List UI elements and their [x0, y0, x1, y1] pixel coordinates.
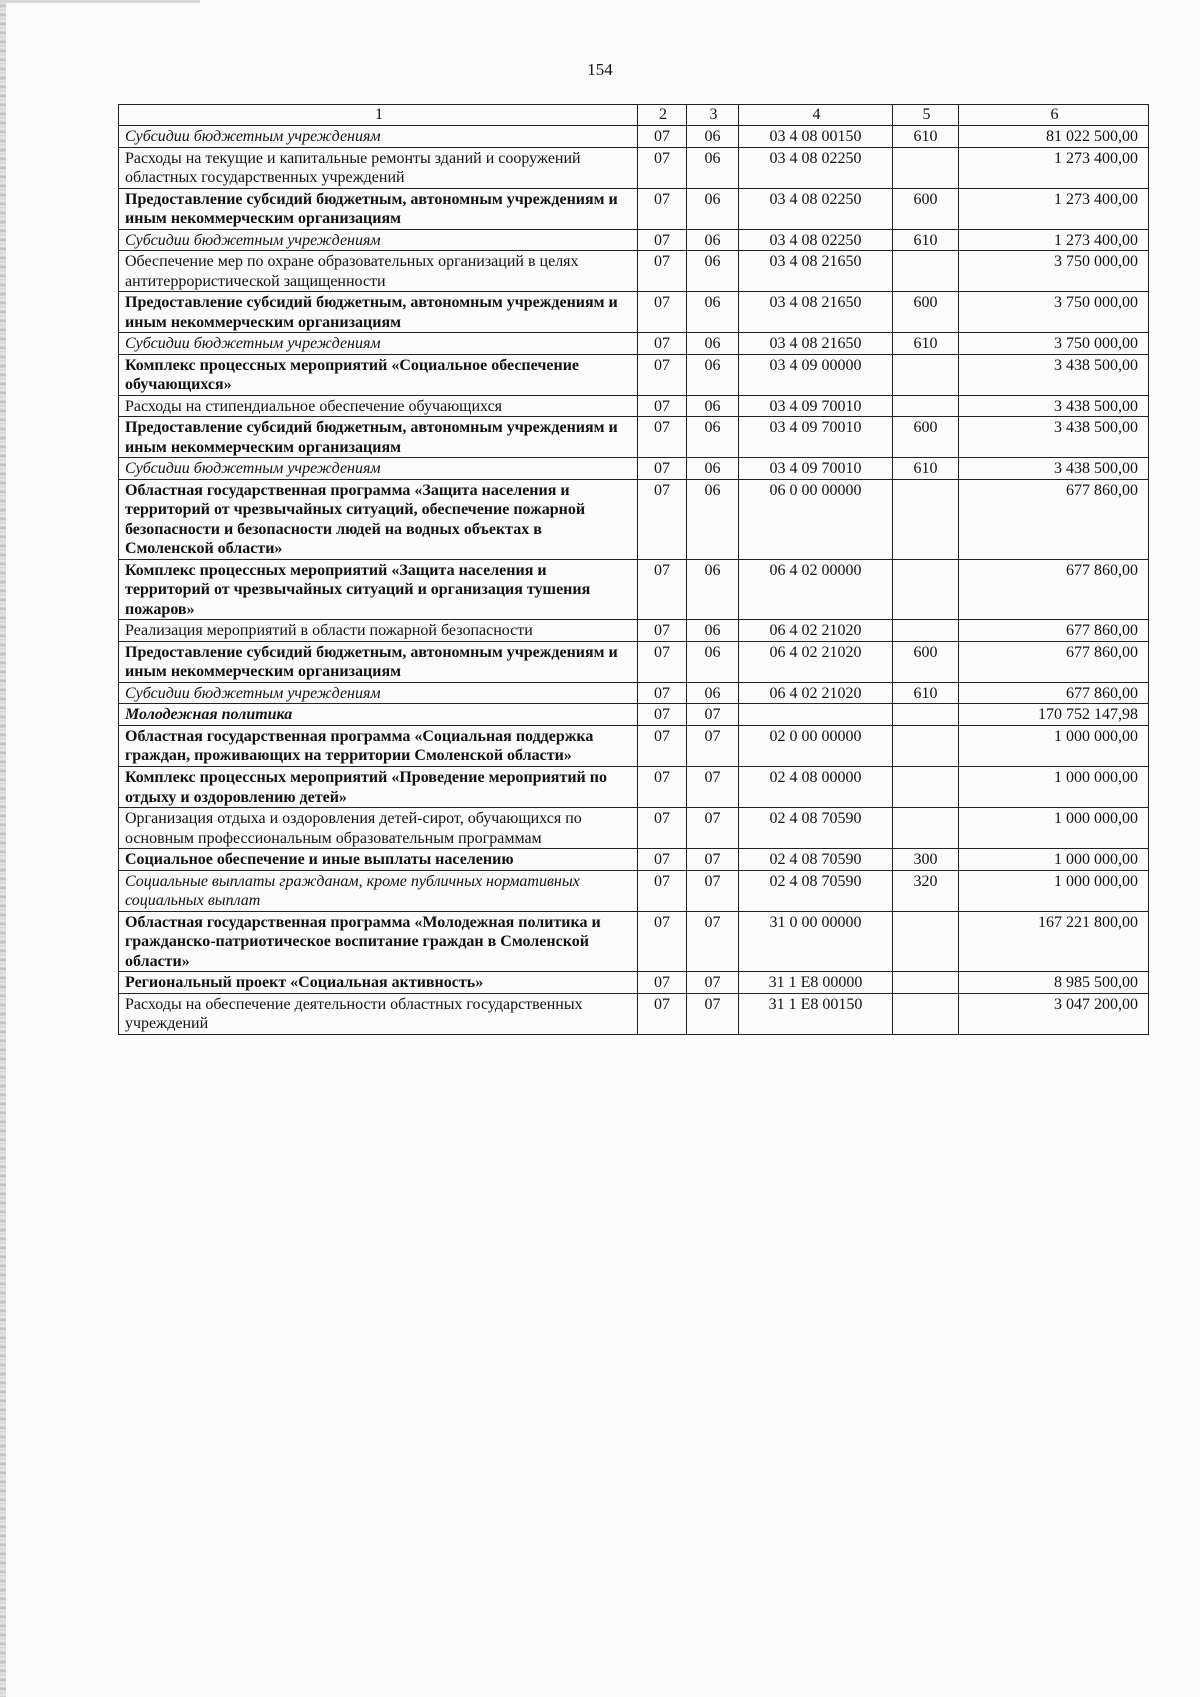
- table-row: [119, 333, 1149, 355]
- row-target-code-cell: 31 0 00 00000: [739, 911, 893, 972]
- row-target-code-cell: 03 4 08 02250: [739, 147, 893, 188]
- table-row: [119, 147, 1149, 188]
- table-row: [119, 251, 1149, 292]
- table-row: [119, 808, 1149, 849]
- row-name-cell: Региональный проект «Социальная активность»: [119, 972, 638, 994]
- row-amount-cell: 3 438 500,00: [959, 354, 1149, 395]
- row-subsection-cell: 06: [687, 126, 739, 148]
- row-amount-cell: 3 047 200,00: [959, 993, 1149, 1034]
- row-section-cell: 07: [638, 458, 687, 480]
- row-section-cell: 07: [638, 333, 687, 355]
- scan-edge-top: [0, 0, 200, 3]
- row-amount-cell: 1 000 000,00: [959, 766, 1149, 807]
- row-expense-type-cell: 600: [893, 417, 959, 458]
- row-subsection-cell: 07: [687, 870, 739, 911]
- row-amount-cell: 1 273 400,00: [959, 188, 1149, 229]
- row-expense-type-cell: 300: [893, 849, 959, 871]
- row-expense-type-cell: [893, 725, 959, 766]
- header-col-3: 3: [687, 105, 739, 126]
- table-row: [119, 704, 1149, 726]
- table-row: [119, 849, 1149, 871]
- table-row: [119, 229, 1149, 251]
- row-expense-type-cell: [893, 559, 959, 620]
- row-expense-type-cell: 600: [893, 292, 959, 333]
- row-section-cell: 07: [638, 808, 687, 849]
- row-section-cell: 07: [638, 147, 687, 188]
- table-row: [119, 188, 1149, 229]
- row-amount-cell: 1 000 000,00: [959, 870, 1149, 911]
- row-name-cell: Областная государственная программа «Социальная поддержка граждан, проживающих на территории Смоленской области»: [119, 725, 638, 766]
- row-name-cell: Обеспечение мер по охране образовательных организаций в целях антитеррористической защищенности: [119, 251, 638, 292]
- row-expense-type-cell: [893, 993, 959, 1034]
- row-expense-type-cell: [893, 479, 959, 559]
- table-body: [119, 126, 1149, 1035]
- row-target-code-cell: 03 4 08 21650: [739, 333, 893, 355]
- row-name-cell: Предоставление субсидий бюджетным, автономным учреждениям и иным некоммерческим организациям: [119, 292, 638, 333]
- row-target-code-cell: 03 4 08 00150: [739, 126, 893, 148]
- table-row: [119, 870, 1149, 911]
- row-subsection-cell: 06: [687, 458, 739, 480]
- row-subsection-cell: 07: [687, 725, 739, 766]
- row-target-code-cell: 02 4 08 70590: [739, 849, 893, 871]
- row-target-code-cell: 06 4 02 21020: [739, 682, 893, 704]
- table-row: [119, 766, 1149, 807]
- row-target-code-cell: 03 4 09 70010: [739, 417, 893, 458]
- row-amount-cell: 170 752 147,98: [959, 704, 1149, 726]
- row-amount-cell: 3 750 000,00: [959, 333, 1149, 355]
- row-target-code-cell: 06 0 00 00000: [739, 479, 893, 559]
- row-target-code-cell: 02 4 08 00000: [739, 766, 893, 807]
- row-name-cell: Организация отдыха и оздоровления детей-сирот, обучающихся по основным профессиональным образовательным программам: [119, 808, 638, 849]
- row-section-cell: 07: [638, 641, 687, 682]
- row-amount-cell: 3 438 500,00: [959, 395, 1149, 417]
- row-expense-type-cell: 610: [893, 229, 959, 251]
- row-subsection-cell: 07: [687, 808, 739, 849]
- row-subsection-cell: 06: [687, 682, 739, 704]
- row-subsection-cell: 06: [687, 333, 739, 355]
- row-subsection-cell: 06: [687, 395, 739, 417]
- row-expense-type-cell: [893, 911, 959, 972]
- row-expense-type-cell: [893, 620, 959, 642]
- row-name-cell: Комплекс процессных мероприятий «Социальное обеспечение обучающихся»: [119, 354, 638, 395]
- table-header: [119, 105, 1149, 126]
- table-row: [119, 682, 1149, 704]
- row-section-cell: 07: [638, 993, 687, 1034]
- row-name-cell: Субсидии бюджетным учреждениям: [119, 333, 638, 355]
- row-name-cell: Субсидии бюджетным учреждениям: [119, 229, 638, 251]
- row-section-cell: 07: [638, 479, 687, 559]
- row-section-cell: 07: [638, 725, 687, 766]
- row-expense-type-cell: [893, 704, 959, 726]
- scan-edge: [0, 0, 6, 1697]
- header-col-1: 1: [119, 105, 638, 126]
- table-row: [119, 641, 1149, 682]
- row-amount-cell: 3 438 500,00: [959, 458, 1149, 480]
- row-expense-type-cell: [893, 808, 959, 849]
- row-name-cell: Молодежная политика: [119, 704, 638, 726]
- header-col-6: 6: [959, 105, 1149, 126]
- row-subsection-cell: 06: [687, 417, 739, 458]
- row-target-code-cell: 03 4 09 00000: [739, 354, 893, 395]
- row-expense-type-cell: [893, 972, 959, 994]
- header-row: [119, 105, 1149, 126]
- row-subsection-cell: 06: [687, 229, 739, 251]
- header-col-5: 5: [893, 105, 959, 126]
- row-expense-type-cell: 610: [893, 333, 959, 355]
- row-target-code-cell: 03 4 08 02250: [739, 229, 893, 251]
- row-amount-cell: 1 273 400,00: [959, 229, 1149, 251]
- row-target-code-cell: 03 4 09 70010: [739, 458, 893, 480]
- budget-table: [118, 104, 1149, 1035]
- row-subsection-cell: 06: [687, 188, 739, 229]
- row-amount-cell: 677 860,00: [959, 559, 1149, 620]
- row-target-code-cell: [739, 704, 893, 726]
- table-row: [119, 559, 1149, 620]
- row-expense-type-cell: 600: [893, 188, 959, 229]
- table-row: [119, 911, 1149, 972]
- row-section-cell: 07: [638, 395, 687, 417]
- row-section-cell: 07: [638, 849, 687, 871]
- row-section-cell: 07: [638, 126, 687, 148]
- table-row: [119, 972, 1149, 994]
- row-name-cell: Предоставление субсидий бюджетным, автономным учреждениям и иным некоммерческим организациям: [119, 417, 638, 458]
- row-target-code-cell: 02 0 00 00000: [739, 725, 893, 766]
- table-row: [119, 620, 1149, 642]
- table-row: [119, 126, 1149, 148]
- table-row: [119, 479, 1149, 559]
- row-section-cell: 07: [638, 766, 687, 807]
- row-expense-type-cell: 610: [893, 126, 959, 148]
- row-name-cell: Областная государственная программа «Молодежная политика и гражданско-патриотическое воспитание граждан в Смоленской области»: [119, 911, 638, 972]
- row-expense-type-cell: [893, 354, 959, 395]
- row-name-cell: Расходы на стипендиальное обеспечение обучающихся: [119, 395, 638, 417]
- row-name-cell: Предоставление субсидий бюджетным, автономным учреждениям и иным некоммерческим организациям: [119, 188, 638, 229]
- row-expense-type-cell: 610: [893, 458, 959, 480]
- row-section-cell: 07: [638, 559, 687, 620]
- row-name-cell: Комплекс процессных мероприятий «Защита населения и территорий от чрезвычайных ситуаций и организация тушения пожаров»: [119, 559, 638, 620]
- row-target-code-cell: 06 4 02 21020: [739, 641, 893, 682]
- row-section-cell: 07: [638, 354, 687, 395]
- row-amount-cell: 677 860,00: [959, 479, 1149, 559]
- row-amount-cell: 3 750 000,00: [959, 292, 1149, 333]
- row-name-cell: Субсидии бюджетным учреждениям: [119, 126, 638, 148]
- row-amount-cell: 1 273 400,00: [959, 147, 1149, 188]
- row-name-cell: Реализация мероприятий в области пожарной безопасности: [119, 620, 638, 642]
- row-amount-cell: 1 000 000,00: [959, 725, 1149, 766]
- table-row: [119, 395, 1149, 417]
- row-expense-type-cell: 610: [893, 682, 959, 704]
- row-target-code-cell: 31 1 E8 00150: [739, 993, 893, 1034]
- row-expense-type-cell: 320: [893, 870, 959, 911]
- row-target-code-cell: 02 4 08 70590: [739, 808, 893, 849]
- row-section-cell: 07: [638, 682, 687, 704]
- row-target-code-cell: 31 1 E8 00000: [739, 972, 893, 994]
- row-section-cell: 07: [638, 972, 687, 994]
- row-expense-type-cell: 600: [893, 641, 959, 682]
- row-subsection-cell: 06: [687, 251, 739, 292]
- row-section-cell: 07: [638, 870, 687, 911]
- row-expense-type-cell: [893, 251, 959, 292]
- row-amount-cell: 677 860,00: [959, 641, 1149, 682]
- row-subsection-cell: 06: [687, 147, 739, 188]
- table-row: [119, 458, 1149, 480]
- row-subsection-cell: 06: [687, 292, 739, 333]
- row-expense-type-cell: [893, 147, 959, 188]
- row-expense-type-cell: [893, 766, 959, 807]
- row-section-cell: 07: [638, 188, 687, 229]
- row-amount-cell: 3 750 000,00: [959, 251, 1149, 292]
- table-row: [119, 725, 1149, 766]
- table-row: [119, 292, 1149, 333]
- row-name-cell: Областная государственная программа «Защита населения и территорий от чрезвычайных ситуаций, обеспечение пожарной безопасности и безопасности людей на водных объектах в Смоленской области»: [119, 479, 638, 559]
- row-amount-cell: 167 221 800,00: [959, 911, 1149, 972]
- row-name-cell: Расходы на обеспечение деятельности областных государственных учреждений: [119, 993, 638, 1034]
- row-name-cell: Субсидии бюджетным учреждениям: [119, 458, 638, 480]
- row-subsection-cell: 07: [687, 704, 739, 726]
- row-section-cell: 07: [638, 251, 687, 292]
- row-amount-cell: 81 022 500,00: [959, 126, 1149, 148]
- row-section-cell: 07: [638, 229, 687, 251]
- page-number: 154: [587, 60, 613, 79]
- row-subsection-cell: 06: [687, 479, 739, 559]
- row-section-cell: 07: [638, 620, 687, 642]
- row-amount-cell: 677 860,00: [959, 620, 1149, 642]
- row-name-cell: Социальные выплаты гражданам, кроме публичных нормативных социальных выплат: [119, 870, 638, 911]
- row-subsection-cell: 07: [687, 993, 739, 1034]
- row-target-code-cell: 03 4 09 70010: [739, 395, 893, 417]
- row-section-cell: 07: [638, 292, 687, 333]
- row-target-code-cell: 03 4 08 21650: [739, 251, 893, 292]
- row-amount-cell: 1 000 000,00: [959, 849, 1149, 871]
- header-col-2: 2: [638, 105, 687, 126]
- row-subsection-cell: 07: [687, 766, 739, 807]
- row-target-code-cell: 06 4 02 00000: [739, 559, 893, 620]
- table-row: [119, 417, 1149, 458]
- row-subsection-cell: 06: [687, 354, 739, 395]
- row-subsection-cell: 07: [687, 911, 739, 972]
- row-target-code-cell: 03 4 08 02250: [739, 188, 893, 229]
- row-name-cell: Предоставление субсидий бюджетным, автономным учреждениям и иным некоммерческим организациям: [119, 641, 638, 682]
- row-subsection-cell: 06: [687, 641, 739, 682]
- row-subsection-cell: 06: [687, 620, 739, 642]
- row-name-cell: Социальное обеспечение и иные выплаты населению: [119, 849, 638, 871]
- row-amount-cell: 3 438 500,00: [959, 417, 1149, 458]
- row-target-code-cell: 06 4 02 21020: [739, 620, 893, 642]
- row-amount-cell: 8 985 500,00: [959, 972, 1149, 994]
- row-section-cell: 07: [638, 704, 687, 726]
- header-col-4: 4: [739, 105, 893, 126]
- row-section-cell: 07: [638, 417, 687, 458]
- table-row: [119, 993, 1149, 1034]
- table-row: [119, 354, 1149, 395]
- row-name-cell: Субсидии бюджетным учреждениям: [119, 682, 638, 704]
- row-section-cell: 07: [638, 911, 687, 972]
- row-amount-cell: 1 000 000,00: [959, 808, 1149, 849]
- row-amount-cell: 677 860,00: [959, 682, 1149, 704]
- row-target-code-cell: 02 4 08 70590: [739, 870, 893, 911]
- row-subsection-cell: 06: [687, 559, 739, 620]
- row-name-cell: Расходы на текущие и капитальные ремонты зданий и сооружений областных государственных учреждений: [119, 147, 638, 188]
- row-name-cell: Комплекс процессных мероприятий «Проведение мероприятий по отдыху и оздоровлению детей»: [119, 766, 638, 807]
- row-expense-type-cell: [893, 395, 959, 417]
- row-subsection-cell: 07: [687, 849, 739, 871]
- row-subsection-cell: 07: [687, 972, 739, 994]
- row-target-code-cell: 03 4 08 21650: [739, 292, 893, 333]
